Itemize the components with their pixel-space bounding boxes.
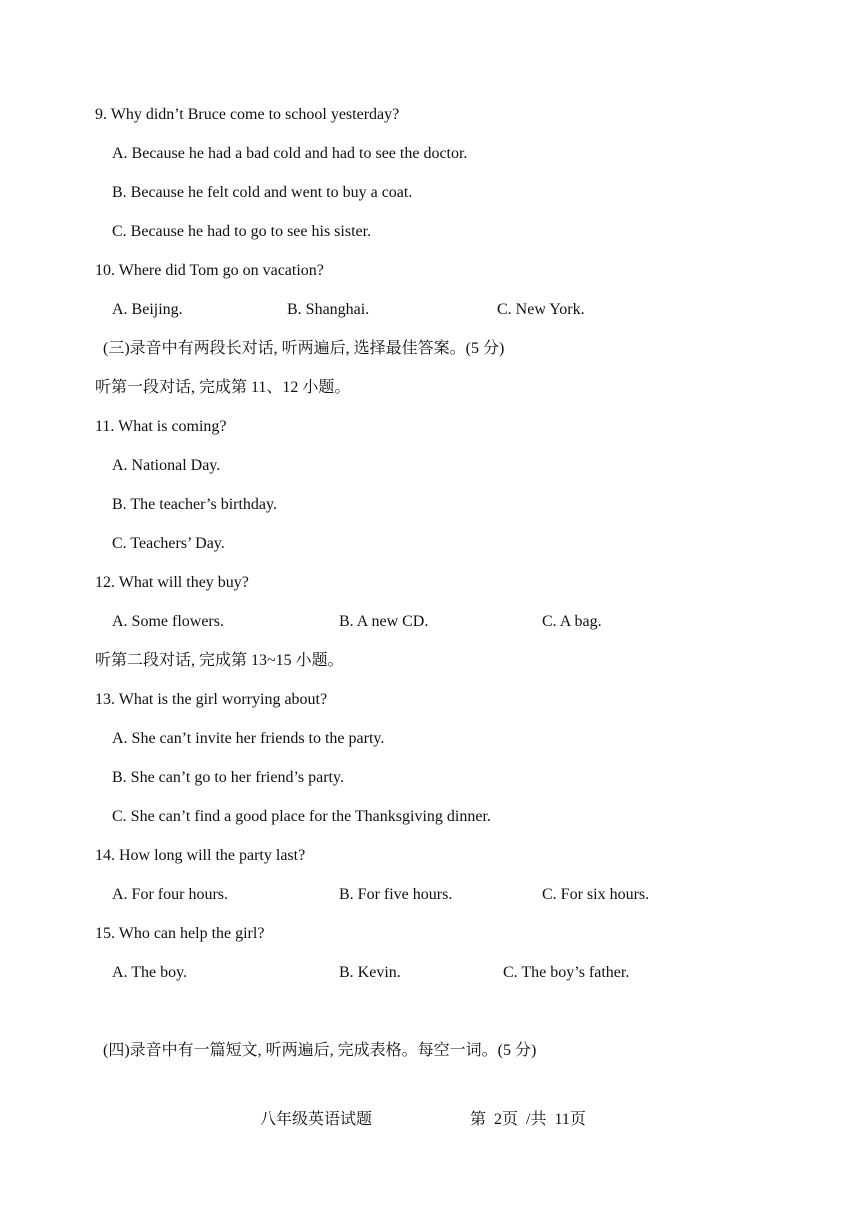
option-13c: C. She can’t find a good place for the Thanksgiving dinner.	[112, 808, 491, 825]
question-13: 13. What is the girl worrying about?	[95, 691, 328, 708]
option-15a: A. The boy.	[112, 964, 188, 981]
option-9b: B. Because he felt cold and went to buy a coat.	[112, 184, 413, 201]
option-12b: B. A new CD.	[339, 613, 429, 630]
option-10b: B. Shanghai.	[287, 301, 370, 318]
option-9c: C. Because he had to go to see his sister.	[112, 223, 372, 240]
option-12c: C. A bag.	[542, 613, 602, 630]
option-9a: A. Because he had a bad cold and had to see the doctor.	[112, 145, 468, 162]
option-11c: C. Teachers’ Day.	[112, 535, 225, 552]
question-10: 10. Where did Tom go on vacation?	[95, 262, 324, 279]
footer-title: 八年级英语试题	[260, 1111, 373, 1128]
option-13a: A. She can’t invite her friends to the party.	[112, 730, 385, 747]
question-11: 11. What is coming?	[95, 418, 227, 435]
option-14b: B. For five hours.	[339, 886, 453, 903]
option-13b: B. She can’t go to her friend’s party.	[112, 769, 344, 786]
question-9: 9. Why didn’t Bruce come to school yesterday?	[95, 106, 400, 123]
section-4-heading: (四)录音中有一篇短文, 听两遍后, 完成表格。每空一词。(5 分)	[103, 1042, 537, 1059]
option-14a: A. For four hours.	[112, 886, 228, 903]
option-10a: A. Beijing.	[112, 301, 183, 318]
footer-page-number: 第 2页 /共 11页	[470, 1111, 586, 1128]
option-11a: A. National Day.	[112, 457, 221, 474]
option-15b: B. Kevin.	[339, 964, 401, 981]
option-14c: C. For six hours.	[542, 886, 650, 903]
option-10c: C. New York.	[497, 301, 585, 318]
option-12a: A. Some flowers.	[112, 613, 224, 630]
question-15: 15. Who can help the girl?	[95, 925, 265, 942]
dialog-1-instruction: 听第一段对话, 完成第 11、12 小题。	[95, 379, 351, 396]
section-3-heading: (三)录音中有两段长对话, 听两遍后, 选择最佳答案。(5 分)	[103, 340, 505, 357]
option-11b: B. The teacher’s birthday.	[112, 496, 277, 513]
dialog-2-instruction: 听第二段对话, 完成第 13~15 小题。	[95, 652, 344, 669]
question-14: 14. How long will the party last?	[95, 847, 306, 864]
question-12: 12. What will they buy?	[95, 574, 249, 591]
option-15c: C. The boy’s father.	[503, 964, 630, 981]
